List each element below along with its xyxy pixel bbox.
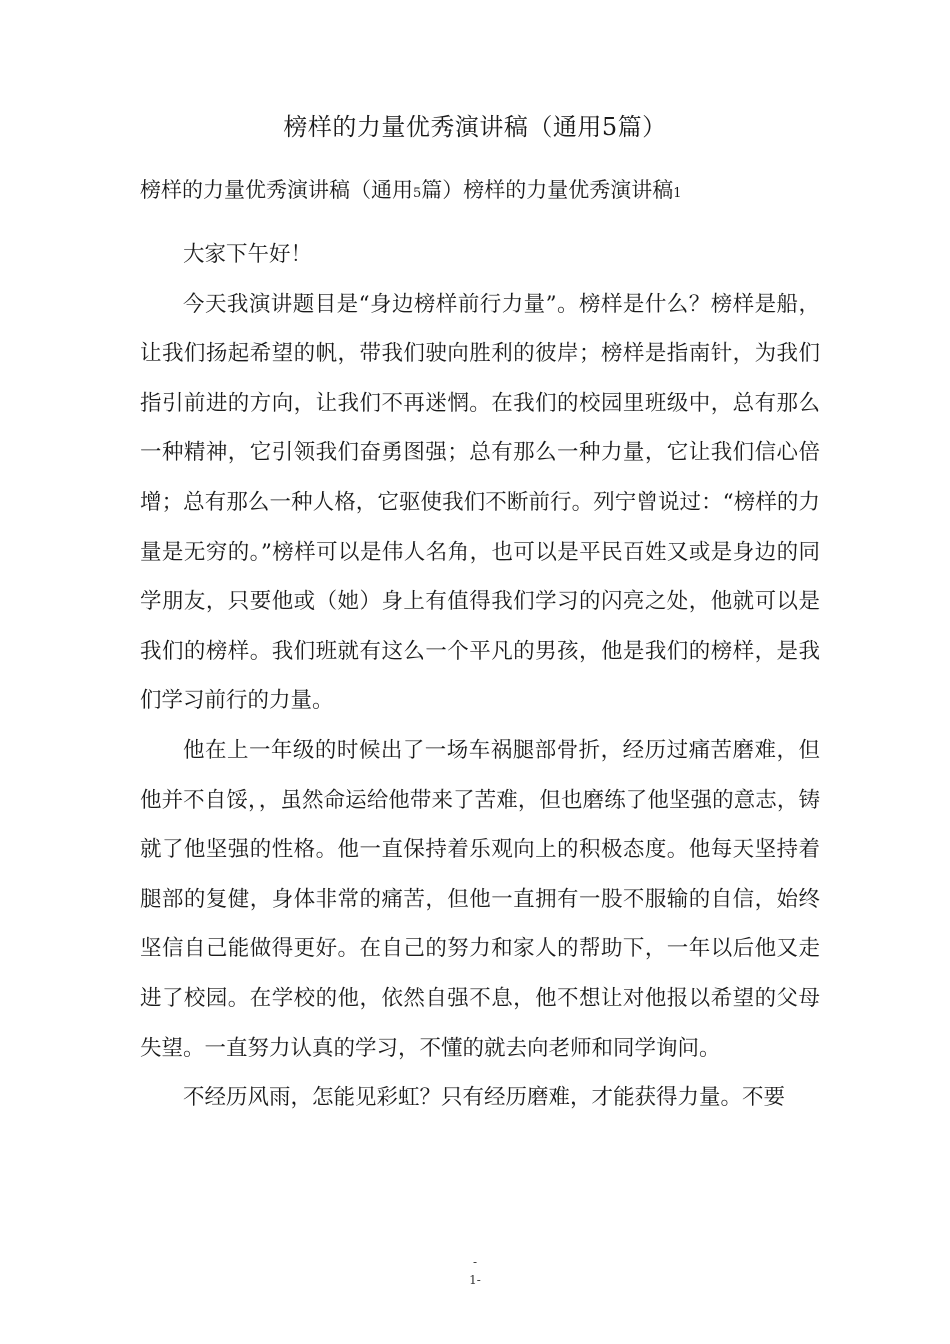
document-title: 榜样的力量优秀演讲稿（通用5篇） — [283, 113, 667, 141]
paragraph-story: 他在上一年级的时候出了一场车祸腿部骨折，经历过痛苦磨难，但他并不自馁，，虽然命运给他带来了苦难，但也磨练了他坚强的意志，铸就了他坚强的性格。他一直保持着乐观向上的积极态度。他每天坚持着腿部的复健，身体非常的痛苦，但他一直拥有一股不服输的自信，始终坚信自己能做得更好。在自己的努力和家人的帮助下，一年以后他又走进了校园。在学校的他，依然自强不息，他不想让对他报以希望的父母失望。一直努力认真的学习，不懂的就去向老师和同学询问。 — [140, 737, 820, 1061]
subtitle-number: 5 — [413, 186, 422, 201]
subtitle-main: 榜样的力量优秀演讲稿（通用 — [140, 178, 413, 202]
subtitle-index: 1 — [673, 186, 682, 201]
subtitle-rest: 篇）榜样的力量优秀演讲稿 — [421, 178, 674, 202]
paragraph-closing: 不经历风雨，怎能见彩虹？只有经历磨难，才能获得力量。不要 — [183, 1085, 786, 1111]
document-subtitle — [140, 175, 840, 209]
paragraph-greeting: 大家下午好！ — [183, 242, 313, 267]
page-number: 1- — [469, 1273, 481, 1287]
footer-mark: - — [472, 1255, 478, 1269]
paragraph-intro: 今天我演讲题目是“身边榜样前行力量”。榜样是什么？榜样是船，让我们扬起希望的帆，带我们驶向胜利的彼岸；榜样是指南针，为我们指引前进的方向，让我们不再迷惘。在我们的校园里班级中，总有那么一种精神，它引领我们奋勇图强；总有那么一种力量，它让我们信心倍增；总有那么一种人格，它驱使我们不断前行。列宁曾说过：“榜样的力量是无穷的。”榜样可以是伟人名角，也可以是平民百姓又或是身边的同学朋友，只要他或（她）身上有值得我们学习的闪亮之处，他就可以是我们的榜样。我们班就有这么一个平凡的男孩，他是我们的榜样，是我们学习前行的力量。 — [140, 291, 820, 714]
document-body — [140, 230, 820, 1123]
